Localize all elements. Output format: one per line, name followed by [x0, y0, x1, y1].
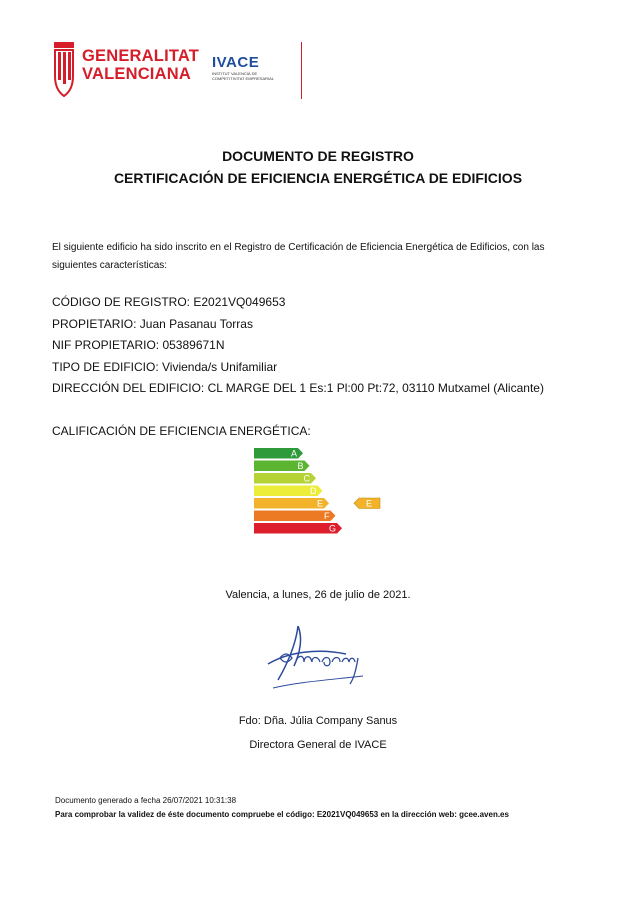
owner-nif: NIF PROPIETARIO: 05389671N: [52, 338, 225, 352]
building-address: DIRECCIÓN DEL EDIFICIO: CL MARGE DEL 1 Es:1 Pl:00 Pt:72, 03110 Mutxamel (Alicante): [52, 381, 544, 395]
ivace-wordmark: IVACE: [212, 54, 260, 71]
energy-class-letter-g: G: [328, 523, 336, 534]
energy-class-letter-c: C: [303, 473, 310, 484]
generalitat-valenciana-wordmark: [82, 47, 199, 83]
verification-note: Para comprobar la validez de éste documento compruebe el código: E2021VQ049653 en la dirección web: gcee.aven.es: [55, 810, 509, 819]
registration-code: CÓDIGO DE REGISTRO: E2021VQ049653: [52, 295, 286, 309]
header-divider: [301, 42, 302, 99]
document-subtitle: CERTIFICACIÓN DE EFICIENCIA ENERGÉTICA DE EDIFICIOS: [113, 170, 523, 186]
signer-name: Fdo: Dña. Júlia Company Sanus: [238, 715, 398, 727]
generalitat-valenciana-emblem-icon: [52, 42, 76, 100]
energy-rating-scale: [254, 447, 384, 539]
document-title: DOCUMENTO DE REGISTRO: [222, 148, 414, 164]
energy-rating-value: E: [365, 498, 373, 509]
ivace-logo: [212, 54, 274, 81]
energy-rating-label: CALIFICACIÓN DE EFICIENCIA ENERGÉTICA:: [52, 424, 311, 438]
energy-class-letter-b: B: [297, 461, 304, 472]
intro-paragraph: El siguiente edificio ha sido inscrito en el Registro de Certificación de Eficiencia Energética de Edificios, con las siguientes características:: [52, 242, 545, 271]
gva-line1: GENERALITAT: [82, 47, 200, 65]
energy-class-letter-a: A: [290, 448, 297, 459]
signer-role: Directora General de IVACE: [249, 739, 387, 751]
owner: PROPIETARIO: Juan Pasanau Torras: [52, 317, 253, 331]
place-and-date: Valencia, a lunes, 26 de julio de 2021.: [225, 589, 411, 601]
energy-class-letter-e: E: [316, 498, 323, 509]
gva-line2: VALENCIANA: [82, 65, 191, 83]
generated-timestamp: Documento generado a fecha 26/07/2021 10:31:38: [55, 796, 237, 805]
energy-class-letter-f: F: [324, 511, 330, 522]
ivace-subtitle: [212, 72, 274, 81]
signature: [258, 618, 378, 698]
ivace-sub-line2: COMPETITIVITAT EMPRESARIAL: [212, 75, 275, 81]
energy-class-letter-d: D: [310, 486, 317, 497]
building-type: TIPO DE EDIFICIO: Vivienda/s Unifamiliar: [52, 360, 278, 374]
ivace-sub-line1: INSTITUT VALENCIÀ DE: [212, 71, 258, 76]
